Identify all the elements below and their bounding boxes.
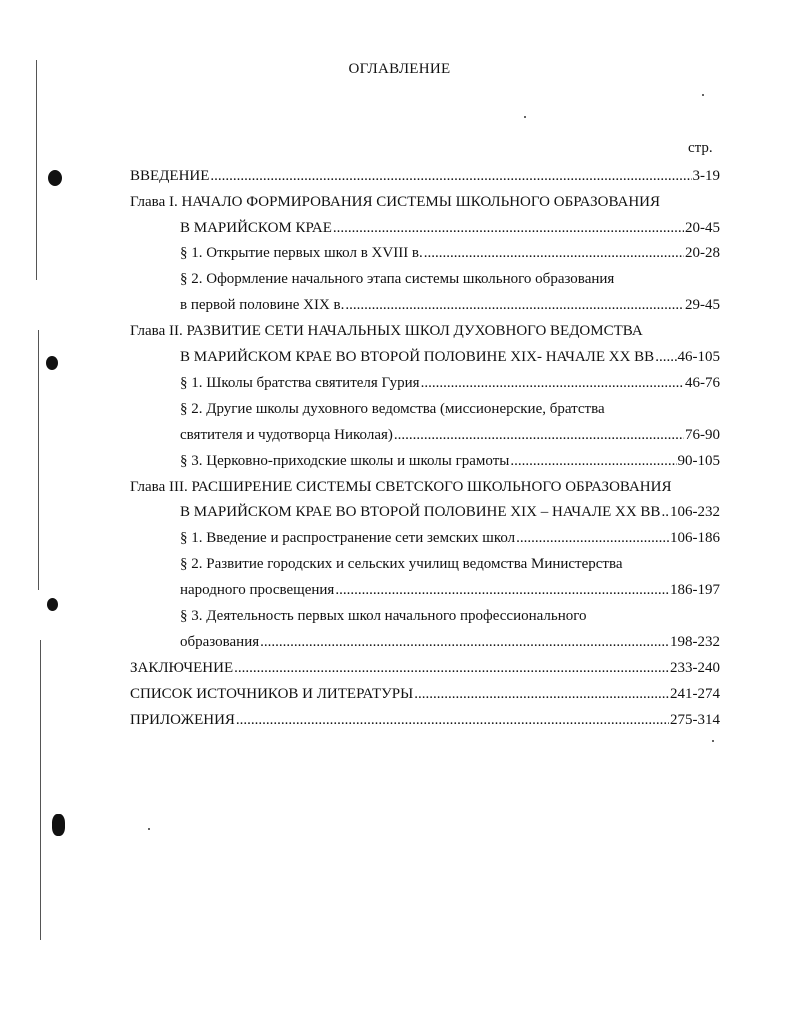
toc-entry-pages: 106-186 [670,530,720,546]
toc-section-heading: § 2. Другие школы духовного ведомства (миссионерские, братства [180,401,605,417]
toc-entry-ch1-s1[interactable] [180,243,720,263]
toc-entry-label: святителя и чудотворца Николая) [180,427,393,443]
hole-punch-mark [46,356,58,370]
leader-dots [414,684,669,704]
leader-dots [335,580,669,600]
toc-entry-pages: 90-105 [677,453,720,469]
toc-chapter-2-heading: Глава II. РАЗВИТИЕ СЕТИ НАЧАЛЬНЫХ ШКОЛ ДУХОВНОГО ВЕДОМСТВА [130,323,643,339]
toc-chapter-3-heading: Глава III. РАСШИРЕНИЕ СИСТЕМЫ СВЕТСКОГО ШКОЛЬНОГО ОБРАЗОВАНИЯ [130,479,672,495]
toc-entry-label: ПРИЛОЖЕНИЯ [130,712,235,728]
leader-dots [655,347,676,367]
page-title: ОГЛАВЛЕНИЕ [348,61,451,77]
toc-entry-label: образования [180,634,260,650]
scan-edge-line [38,330,39,590]
toc-entry-pages: 20-28 [685,245,720,261]
leader-dots [345,295,684,315]
leader-dots [234,658,669,678]
toc-entry-pages: 46-105 [677,349,720,365]
toc-entry-ch3-s2[interactable] [180,580,720,600]
toc-entry-ch2-s3[interactable] [180,451,720,471]
hole-punch-mark [47,598,58,611]
toc-section-heading: § 3. Деятельность первых школ начального профессионального [180,608,587,624]
scan-edge-line [36,60,37,280]
page-column-label: стр. [688,140,713,156]
toc-entry-label: в первой половине XIX в. [180,297,345,313]
toc-entry-label: В МАРИЙСКОМ КРАЕ [180,220,332,236]
toc-entry-label: § 1. Открытие первых школ в XVIII в. [180,245,423,261]
toc-entry-pages: 3-19 [692,168,720,184]
scan-edge-line [40,640,41,940]
leader-dots [260,632,669,652]
toc-entry-label: ВВЕДЕНИЕ [130,168,210,184]
toc-entry-sources[interactable] [130,684,720,704]
speck [702,94,704,96]
toc-entry-label: ЗАКЛЮЧЕНИЕ [130,660,234,676]
leader-dots [210,166,691,186]
leader-dots [661,502,669,522]
leader-dots [333,218,684,238]
speck [148,828,150,830]
toc-entry-chapter-2[interactable] [180,347,720,367]
toc-chapter-1-heading: Глава I. НАЧАЛО ФОРМИРОВАНИЯ СИСТЕМЫ ШКОЛЬНОГО ОБРАЗОВАНИЯ [130,194,661,210]
toc-section-heading: § 2. Оформление начального этапа системы школьного образования [180,271,615,287]
toc-section-heading: § 2. Развитие городских и сельских училищ ведомства Министерства [180,556,623,572]
toc-entry-intro[interactable] [130,166,720,186]
toc-entry-label: § 1. Введение и распространение сети земских школ [180,530,516,546]
toc-entry-pages: 198-232 [670,634,720,650]
hole-punch-mark [48,170,62,186]
toc-entry-pages: 186-197 [670,582,720,598]
toc-entry-label: § 3. Церковно-приходские школы и школы грамоты [180,453,510,469]
toc-entry-pages: 233-240 [670,660,720,676]
toc-entry-ch1-s2[interactable] [180,295,720,315]
leader-dots [510,451,676,471]
toc-entry-ch3-s3[interactable] [180,632,720,652]
leader-dots [394,425,684,445]
toc-entry-label: В МАРИЙСКОМ КРАЕ ВО ВТОРОЙ ПОЛОВИНЕ XIX – НАЧАЛЕ XX ВВ [180,504,661,520]
speck [712,740,714,742]
toc-entry-pages: 241-274 [670,686,720,702]
toc-entry-pages: 29-45 [685,297,720,313]
toc-entry-pages: 76-90 [685,427,720,443]
toc-entry-label: В МАРИЙСКОМ КРАЕ ВО ВТОРОЙ ПОЛОВИНЕ XIX- НАЧАЛЕ XX ВВ [180,349,655,365]
speck [524,116,526,118]
leader-dots [424,243,684,263]
toc-entry-ch2-s2[interactable] [180,425,720,445]
toc-entry-ch3-s1[interactable] [180,528,720,548]
toc-entry-pages: 20-45 [685,220,720,236]
toc-entry-chapter-3[interactable] [180,502,720,522]
toc-entry-conclusion[interactable] [130,658,720,678]
toc-entry-label: СПИСОК ИСТОЧНИКОВ И ЛИТЕРАТУРЫ [130,686,414,702]
toc-entry-label: § 1. Школы братства святителя Гурия [180,375,420,391]
toc-entry-chapter-1[interactable] [180,218,720,238]
hole-punch-mark [52,814,65,836]
leader-dots [421,373,684,393]
leader-dots [236,710,669,730]
toc-entry-appendix[interactable] [130,710,720,730]
toc-entry-pages: 275-314 [670,712,720,728]
toc-entry-pages: 106-232 [670,504,720,520]
leader-dots [516,528,669,548]
toc-entry-ch2-s1[interactable] [180,373,720,393]
toc-entry-pages: 46-76 [685,375,720,391]
toc-entry-label: народного просвещения [180,582,335,598]
